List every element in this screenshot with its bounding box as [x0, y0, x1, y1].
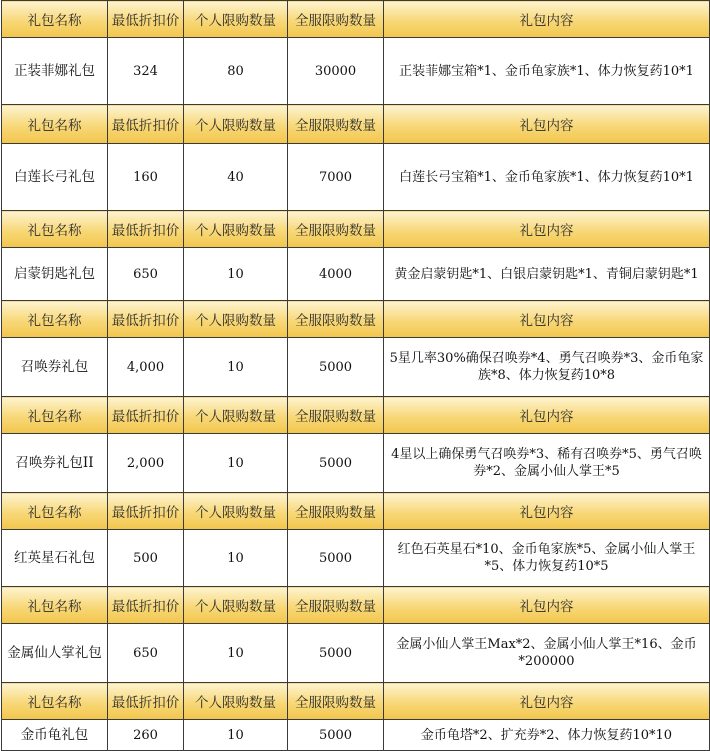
package-min-price: 650 [108, 248, 184, 301]
header-server-limit: 全服限购数量 [288, 397, 384, 434]
package-content: 红色石英星石*10、金币龟家族*5、金属小仙人掌王*5、体力恢复药10*5 [384, 530, 710, 587]
header-name: 礼包名称 [2, 397, 108, 434]
package-min-price: 650 [108, 624, 184, 683]
package-personal-limit: 10 [184, 434, 288, 493]
header-min-price: 最低折扣价 [108, 1, 184, 38]
header-server-limit: 全服限购数量 [288, 105, 384, 144]
header-name: 礼包名称 [2, 1, 108, 38]
package-min-price: 160 [108, 144, 184, 211]
package-content: 黄金启蒙钥匙*1、白银启蒙钥匙*1、青铜启蒙钥匙*1 [384, 248, 710, 301]
header-min-price: 最低折扣价 [108, 211, 184, 248]
header-personal-limit: 个人限购数量 [184, 587, 288, 624]
package-personal-limit: 10 [184, 248, 288, 301]
package-server-limit: 5000 [288, 720, 384, 751]
package-min-price: 2,000 [108, 434, 184, 493]
package-content: 金属小仙人掌王Max*2、金属小仙人掌王*16、金币*200000 [384, 624, 710, 683]
header-name: 礼包名称 [2, 587, 108, 624]
header-min-price: 最低折扣价 [108, 105, 184, 144]
header-server-limit: 全服限购数量 [288, 683, 384, 720]
package-row [2, 720, 710, 751]
header-content: 礼包内容 [384, 397, 710, 434]
header-content: 礼包内容 [384, 1, 710, 38]
header-name: 礼包名称 [2, 301, 108, 338]
package-name: 白莲长弓礼包 [2, 144, 108, 211]
header-personal-limit: 个人限购数量 [184, 105, 288, 144]
header-server-limit: 全服限购数量 [288, 211, 384, 248]
header-min-price: 最低折扣价 [108, 683, 184, 720]
package-content: 白莲长弓宝箱*1、金币龟家族*1、体力恢复药10*1 [384, 144, 710, 211]
package-content: 4星以上确保勇气召唤券*3、稀有召唤券*5、勇气召唤券*2、金属小仙人掌王*5 [384, 434, 710, 493]
package-server-limit: 5000 [288, 434, 384, 493]
header-personal-limit: 个人限购数量 [184, 211, 288, 248]
header-personal-limit: 个人限购数量 [184, 683, 288, 720]
header-row [2, 587, 710, 624]
package-name: 红英星石礼包 [2, 530, 108, 587]
package-name: 正装菲娜礼包 [2, 38, 108, 105]
package-name: 金币龟礼包 [2, 720, 108, 751]
package-row [2, 38, 710, 105]
package-server-limit: 5000 [288, 624, 384, 683]
package-name: 启蒙钥匙礼包 [2, 248, 108, 301]
header-row [2, 397, 710, 434]
header-min-price: 最低折扣价 [108, 587, 184, 624]
package-server-limit: 30000 [288, 38, 384, 105]
header-personal-limit: 个人限购数量 [184, 301, 288, 338]
header-row [2, 105, 710, 144]
package-server-limit: 5000 [288, 338, 384, 397]
header-content: 礼包内容 [384, 301, 710, 338]
package-content: 金币龟塔*2、扩充券*2、体力恢复药10*10 [384, 720, 710, 751]
header-min-price: 最低折扣价 [108, 397, 184, 434]
package-server-limit: 4000 [288, 248, 384, 301]
header-server-limit: 全服限购数量 [288, 1, 384, 38]
header-content: 礼包内容 [384, 105, 710, 144]
package-personal-limit: 10 [184, 530, 288, 587]
header-row [2, 493, 710, 530]
package-server-limit: 5000 [288, 530, 384, 587]
header-server-limit: 全服限购数量 [288, 493, 384, 530]
package-row [2, 248, 710, 301]
package-row [2, 434, 710, 493]
package-content: 5星几率30%确保召唤券*4、勇气召唤券*3、金币龟家族*8、体力恢复药10*8 [384, 338, 710, 397]
package-name: 召唤券礼包 [2, 338, 108, 397]
header-min-price: 最低折扣价 [108, 493, 184, 530]
header-row [2, 211, 710, 248]
package-personal-limit: 10 [184, 720, 288, 751]
header-content: 礼包内容 [384, 587, 710, 624]
package-personal-limit: 10 [184, 338, 288, 397]
header-content: 礼包内容 [384, 493, 710, 530]
header-personal-limit: 个人限购数量 [184, 1, 288, 38]
package-row [2, 624, 710, 683]
package-server-limit: 7000 [288, 144, 384, 211]
package-personal-limit: 10 [184, 624, 288, 683]
header-server-limit: 全服限购数量 [288, 301, 384, 338]
package-min-price: 260 [108, 720, 184, 751]
header-personal-limit: 个人限购数量 [184, 493, 288, 530]
package-min-price: 324 [108, 38, 184, 105]
package-name: 召唤券礼包II [2, 434, 108, 493]
package-name: 金属仙人掌礼包 [2, 624, 108, 683]
header-row [2, 683, 710, 720]
package-row [2, 338, 710, 397]
package-row [2, 530, 710, 587]
header-content: 礼包内容 [384, 683, 710, 720]
header-row [2, 301, 710, 338]
package-content: 正装菲娜宝箱*1、金币龟家族*1、体力恢复药10*1 [384, 38, 710, 105]
header-server-limit: 全服限购数量 [288, 587, 384, 624]
header-name: 礼包名称 [2, 105, 108, 144]
header-name: 礼包名称 [2, 211, 108, 248]
package-personal-limit: 80 [184, 38, 288, 105]
header-content: 礼包内容 [384, 211, 710, 248]
header-row [2, 1, 710, 38]
header-personal-limit: 个人限购数量 [184, 397, 288, 434]
header-name: 礼包名称 [2, 493, 108, 530]
package-table [1, 0, 710, 751]
package-row [2, 144, 710, 211]
header-name: 礼包名称 [2, 683, 108, 720]
package-personal-limit: 40 [184, 144, 288, 211]
package-min-price: 4,000 [108, 338, 184, 397]
package-min-price: 500 [108, 530, 184, 587]
header-min-price: 最低折扣价 [108, 301, 184, 338]
